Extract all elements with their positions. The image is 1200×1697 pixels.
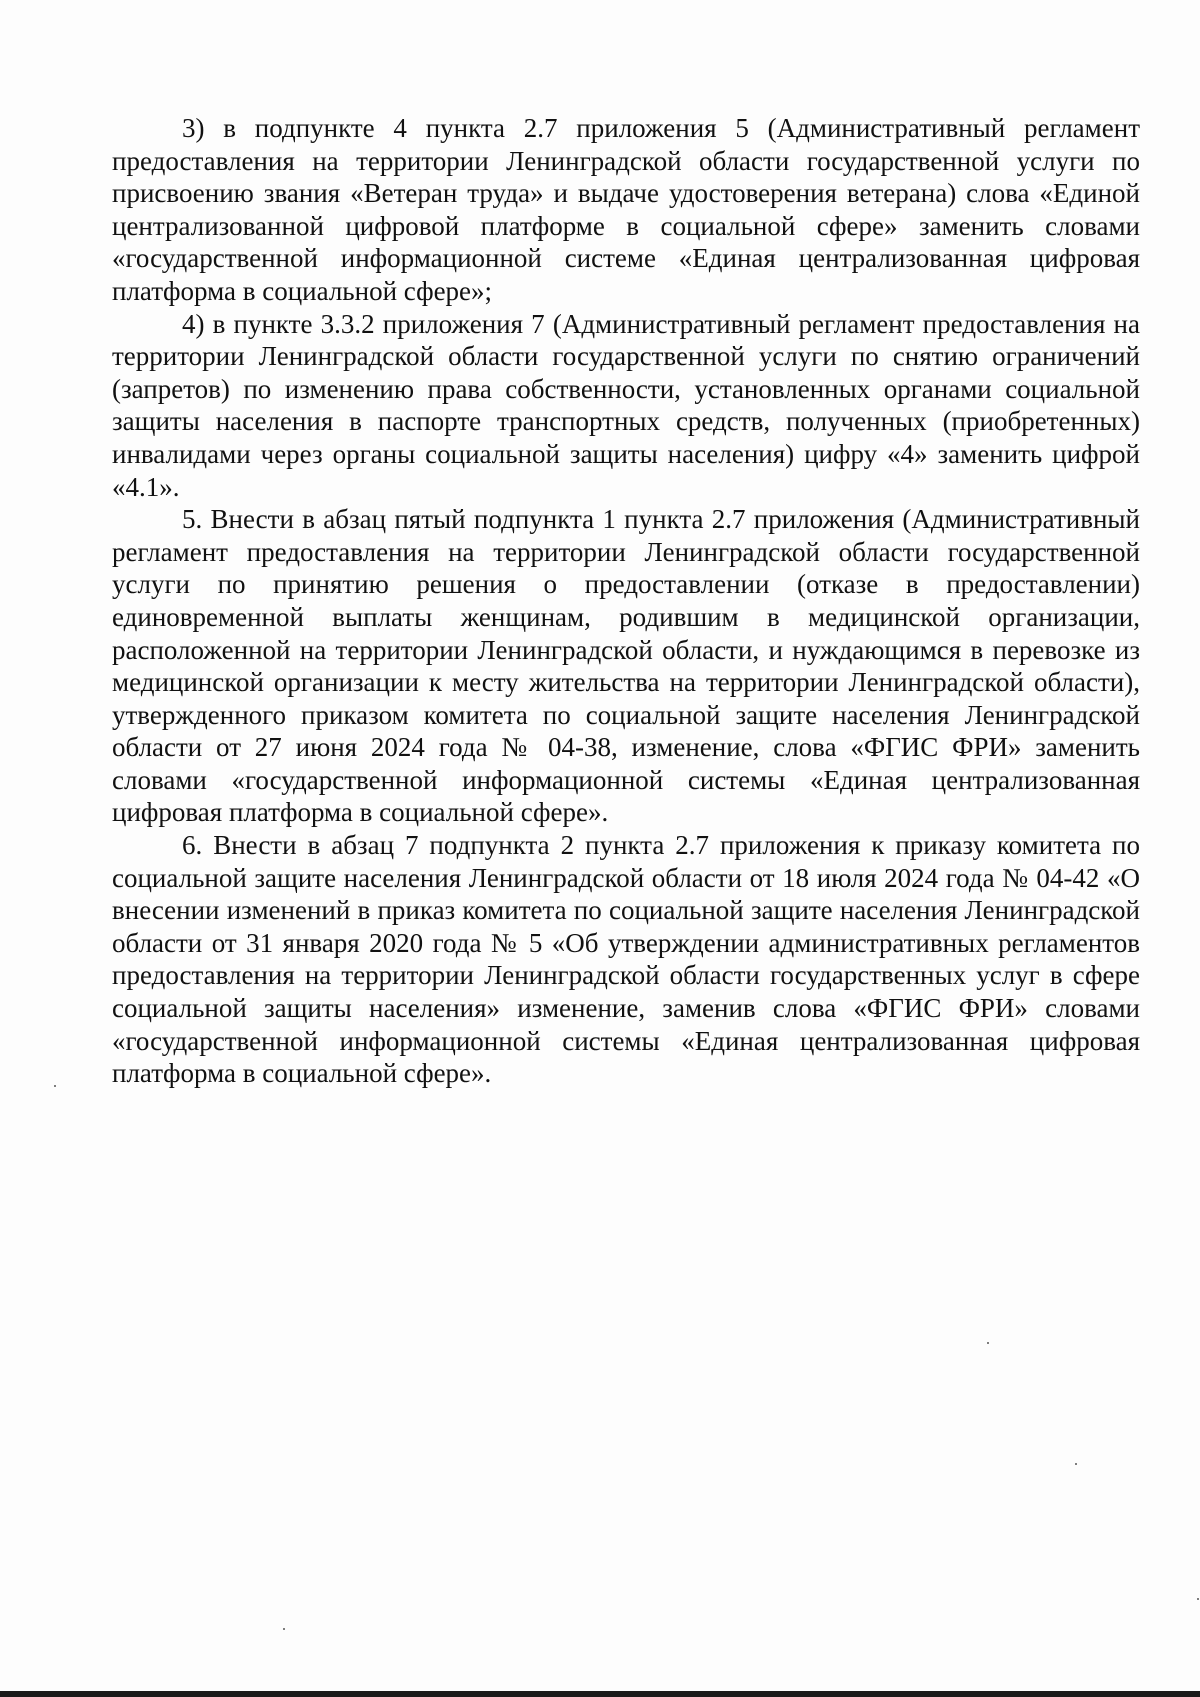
document-body bbox=[112, 112, 1140, 1090]
scan-speck bbox=[54, 1085, 56, 1087]
scan-border bbox=[0, 1691, 1200, 1697]
scan-speck bbox=[1075, 1463, 1077, 1465]
scan-speck bbox=[283, 1628, 285, 1630]
paragraph-clause-5: 5. Внести в абзац пятый подпункта 1 пункта 2.7 приложения (Административный регламент предоставления на территории Ленинградской области государственной услуги по принятию решения о предоставлении (отказе в предоставлении) единовременной выплаты женщинам, родившим в медицинской организации, расположенной на территории Ленинградской области, и нуждающимся в перевозке из медицинской организации к месту жительства на территории Ленинградской области), утвержденного приказом комитета по социальной защите населения Ленинградской области от 27 июня 2024 года № 04-38, изменение, слова «ФГИС ФРИ» заменить словами «государственной информационной системы «Единая централизованная цифровая платформа в социальной сфере». bbox=[112, 504, 1140, 828]
scan-speck bbox=[1197, 1598, 1199, 1600]
paragraph-item-4: 4) в пункте 3.3.2 приложения 7 (Административный регламент предоставления на территории Ленинградской области государственной услуги по снятию ограничений (запретов) по изменению права собственности, установленных органами социальной защиты населения в паспорте транспортных средств, полученных (приобретенных) инвалидами через органы социальной защиты населения) цифру «4» заменить цифрой «4.1». bbox=[112, 308, 1140, 502]
scan-speck bbox=[987, 1342, 989, 1344]
paragraph-clause-6: 6. Внести в абзац 7 подпункта 2 пункта 2.7 приложения к приказу комитета по социальной защите населения Ленинградской области от 18 июля 2024 года № 04-42 «О внесении изменений в приказ комитета по социальной защите населения Ленинградской области от 31 января 2020 года № 5 «Об утверждении административных регламентов предоставления на территории Ленинградской области государственных услуг в сфере социальной защиты населения» изменение, заменив слова «ФГИС ФРИ» словами «государственной информационной системы «Единая централизованная цифровая платформа в социальной сфере». bbox=[112, 830, 1140, 1089]
paragraph-item-3: 3) в подпункте 4 пункта 2.7 приложения 5 (Административный регламент предоставления на территории Ленинградской области государственной услуги по присвоению звания «Ветеран труда» и выдаче удостоверения ветерана) слова «Единой централизованной цифровой платформе в социальной сфере» заменить словами «государственной информационной системе «Единая централизованная цифровая платформа в социальной сфере»; bbox=[112, 113, 1140, 306]
